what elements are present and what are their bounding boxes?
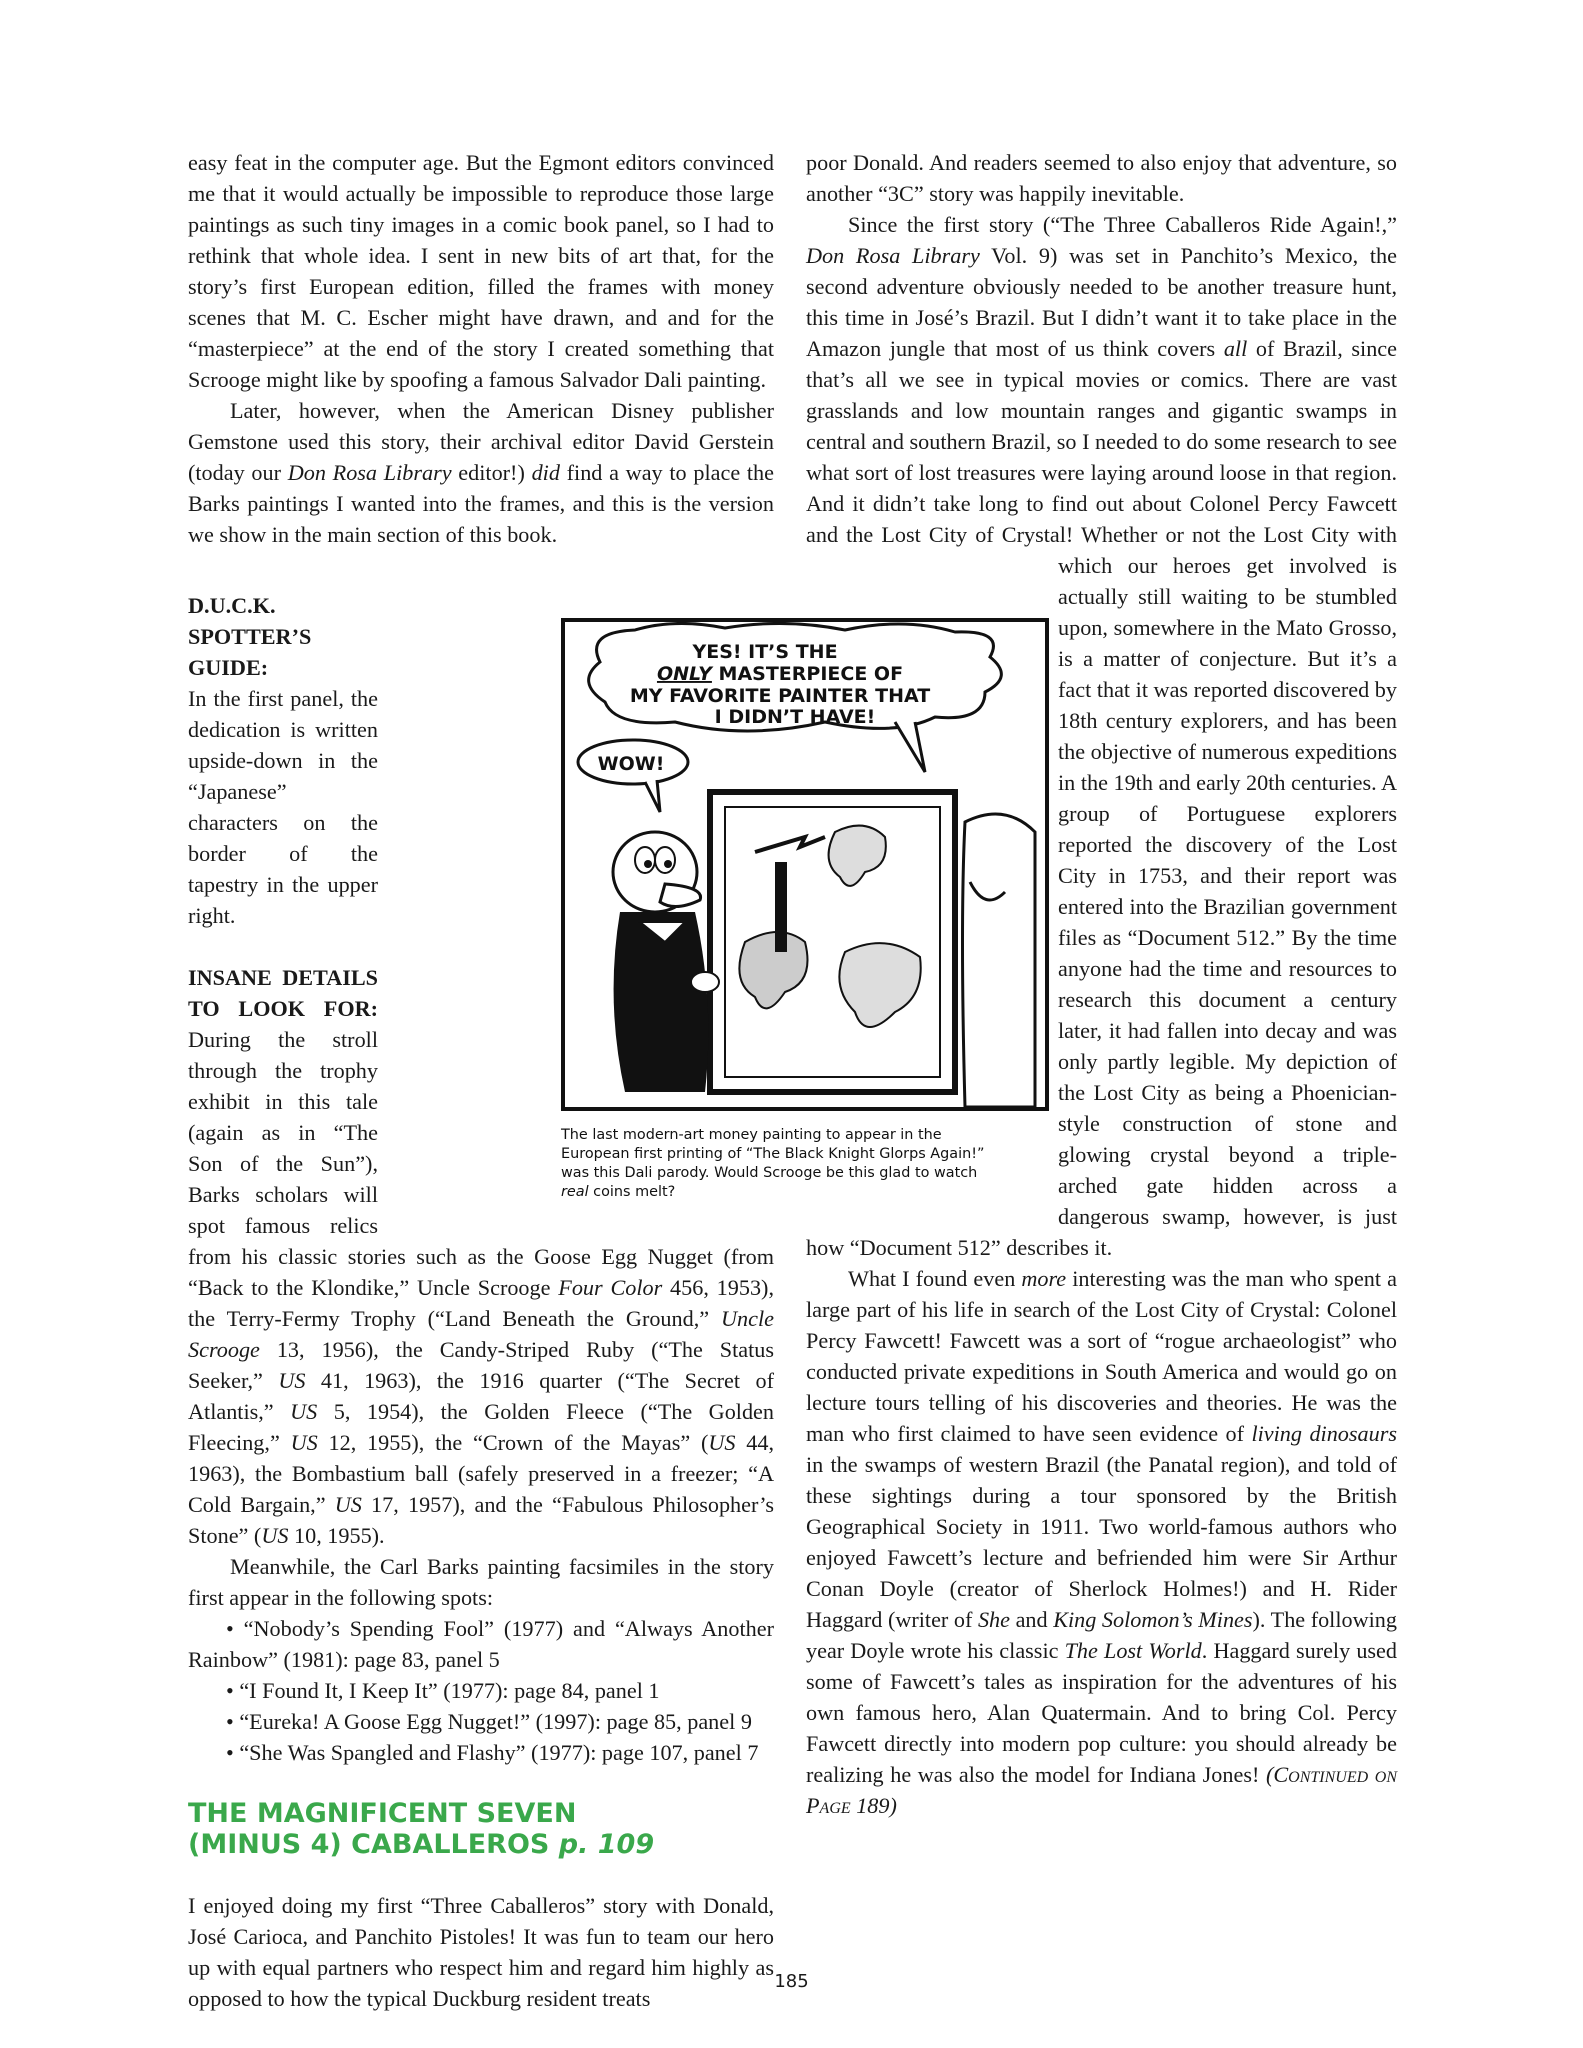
book-title: Don Rosa Library [806,243,980,268]
section-title-line2: (MINUS 4) CABALLEROS [188,1829,559,1860]
section-page-ref: p. 109 [558,1829,655,1860]
text-run: What I found even [848,1266,1022,1291]
book-title: US [261,1523,289,1548]
continued-note: (Continued on Page 189) [806,1762,1398,1818]
caption-text-end: coins melt? [588,1184,676,1200]
paragraph: poor Donald. And readers seemed to also enjoy that adventure, so another “3C” story was happily inevitable. [806,150,1397,206]
duck-text: In the first panel, the dedication is written upside-down in the “Japanese” characters on the border of the tapestry in the upper right. [188,686,378,928]
paragraph: Meanwhile, the Carl Barks painting facsimiles in the story first appear in the following spots: [188,1554,774,1610]
text-run: . Haggard surely used some of Fawcett’s tales as inspiration for the adventures of his own famous hero, Alan Quatermain. And to bring Col. Percy Fawcett directly into modern pop culture: you should already be realizing he was also the model for Indiana Jones! [806,1638,1397,1787]
scrooge-figure [963,814,1036,1107]
book-title: Don Rosa Library [287,460,452,485]
text-run: editor!) [451,460,532,485]
panel-caption [561,1126,1001,1202]
book-title: US [278,1368,306,1393]
insane-heading: INSANE DETAILS TO LOOK FOR: [188,965,378,1021]
text-run: 44, 1963), the Bombastium ball (safely preserved in a freezer; “A Cold Bargain,” [188,1430,775,1517]
balloon-line-2-rest: MASTERPIECE OF [711,663,904,685]
text-run: our heroes get involved is actually still waiting to be stumbled upon, somewhere in the Mato Grosso, is a matter of conjecture. But it’s a fact that it was reported discovered by 18th century explorers, and has been the objective of numerous expeditions in the 19th and early 20th centuries. A group of Portuguese explorers reported the discovery of the Lost City in 1753, and their report was entered into the Brazilian government files as “Document 512.” By the time anyone had the time and resources to research this document a century later, it had fallen into decay and was only partly legible. My depiction of the Lost City as being a Phoenician-style construction of stone and glowing crystal beyond a triple-arched gate hidden across a dangerous swamp, however, is just how “Document 512” describes it. [806,553,1397,1260]
balloon-emphasis: ONLY [656,663,712,685]
text-run: Later, however, when the American Disney publisher Gemstone used this story, their archival editor David Gerstein (today our [188,398,774,485]
emphasis: all [1223,336,1248,361]
caption-text: The last modern-art money painting to appear in the European first printing of “The Black Knight Glorps Again!” was this Dali parody. Would Scrooge be this glad to watch [561,1127,985,1181]
text-run: Since the first story (“The Three Caballeros Ride Again!,” [848,212,1397,237]
emphasis: living dinosaurs [1251,1421,1397,1446]
duck-heading: D.U.C.K. SPOTTER’S GUIDE: [188,593,312,680]
paragraph: easy feat in the computer age. But the Egmont editors convinced me that it would actually be impossible to reproduce those large paintings as such tiny images in a comic book panel, so I had to rethink that whole idea. I sent in new bits of art that, for the story’s first European edition, filled the frames with money scenes that M. C. Escher might have drawn, and and for the “masterpiece” at the end of the story I created something that Scrooge might like by spoofing a famous Salvador Dali painting. [188,150,774,392]
donald-eye [655,847,675,873]
emphasis: more [1021,1266,1067,1291]
section-heading [188,1798,774,1860]
comic-panel-image [561,618,1049,1111]
page-number: 185 [774,1971,809,1992]
book-title: King Solomon’s Mines [1053,1607,1253,1632]
balloon-line-3: MY FAVORITE PAINTER THAT [629,685,931,707]
text-run: of Brazil, since that’s all we see in typical movies or comics. There are vast grasslands and low mountain ranges and gigantic swamps in central and southern Brazil, so I needed to do some research to see what sort of lost treasures were laying around loose in that region. And it didn’t take long to find out about Colonel Percy Fawcett and the Lost City of Crystal! Whether or not the Lost City with which [806,336,1397,578]
text-run: 17, 1957), and the “Fabulous Philosopher’s Stone” ( [188,1492,774,1548]
text-run: ). The following year Doyle wrote his classic [806,1607,1397,1663]
text-run: Vol. 9) was set in Panchito’s Mexico, the second adventure obviously needed to be another treasure hunt, this time in José’s Brazil. But I didn’t want it to take place in the Amazon jungle that most of us think covers [806,243,1397,361]
text-run: interesting was the man who spent a large part of his life in search of the Lost City of Crystal: Colonel Percy Fawcett! Fawcett was a sort of “rogue archaeologist” who conducted private expeditions in South America and would go on lecture tours telling of his discoveries and theories. He was the man who first claimed to have seen evidence of [806,1266,1397,1446]
balloon-line-4: I DIDN’T HAVE! [714,706,876,728]
paragraph [188,395,774,550]
text-run: find a way to place the Barks paintings I wanted into the frames, and this is the version we show in the main section of this book. [188,460,774,547]
text-run: 5, 1954), the Golden Fleece (“The Golden Fleecing,” [188,1399,774,1455]
donald-pupil [664,860,672,868]
text-run: 13, 1956), the Candy-Striped Ruby (“The Status Seeker,” [188,1337,774,1393]
balloon-tail [895,722,925,772]
emphasis: did [531,460,560,485]
donald-pupil [644,860,652,868]
list-item: • “Nobody’s Spending Fool” (1977) and “Always Another Rainbow” (1981): page 83, panel 5 [188,1616,774,1672]
text-run: 10, 1955). [288,1523,385,1548]
book-title: US [708,1430,736,1455]
donald-hand [691,972,719,992]
paragraph [806,1263,1397,1821]
book-title: Uncle Scrooge [188,1306,774,1362]
text-run: 456, 1953), the Terry-Fermy Trophy (“Land Beneath the Ground,” [188,1275,774,1331]
comic-panel-drawing [565,622,1045,1107]
balloon-line-2 [657,663,903,685]
book-title: US [334,1492,362,1517]
tree-trunk [775,862,787,952]
text-run: During the stroll through the trophy exhibit in this tale (again as in “The Son of the Sun”), Barks scholars will spot famous relics from his classic stories such as the Goose Egg Nugget (from “Back to the Klondike,” Uncle Scrooge [188,1027,774,1300]
donald-eye [635,847,655,873]
book-title: The Lost World [1064,1638,1202,1663]
wow-tail [645,780,660,812]
book-title: US [290,1430,318,1455]
section-title-line1: THE MAGNIFICENT SEVEN [188,1798,577,1829]
book-title: Four Color [558,1275,663,1300]
book-title: She [977,1607,1010,1632]
caption-emphasis: real [561,1184,589,1200]
paragraph: I enjoyed doing my first “Three Caballeros” story with Donald, José Carioca, and Panchito Pistoles! It was fun to team our hero up with equal partners who respect him and regard him highly as opposed to how the typical Duckburg resident treats [188,1893,774,2011]
wow-text: WOW! [597,753,665,775]
text-run: 41, 1963), the 1916 quarter (“The Secret of Atlantis,” [188,1368,774,1424]
text-run: in the swamps of western Brazil (the Panatal region), and told of these sightings during a tour sponsored by the British Geographical Society in 1911. Two world-famous authors who enjoyed Fawcett’s lecture and befriended him were Sir Arthur Conan Doyle (creator of Sherlock Holmes!) and H. Rider Haggard (writer of [806,1452,1397,1632]
list-item: • “Eureka! A Goose Egg Nugget!” (1997): page 85, panel 9 [226,1709,752,1734]
balloon-line-1: YES! IT’S THE [692,641,838,663]
list-item: • “I Found It, I Keep It” (1977): page 84, panel 1 [226,1678,660,1703]
book-title: US [290,1399,318,1424]
text-run: and [1010,1607,1054,1632]
painting-list [188,1613,774,1768]
list-item: • “She Was Spangled and Flashy” (1977): page 107, panel 7 [226,1740,759,1765]
text-run: 12, 1955), the “Crown of the Mayas” ( [317,1430,709,1455]
